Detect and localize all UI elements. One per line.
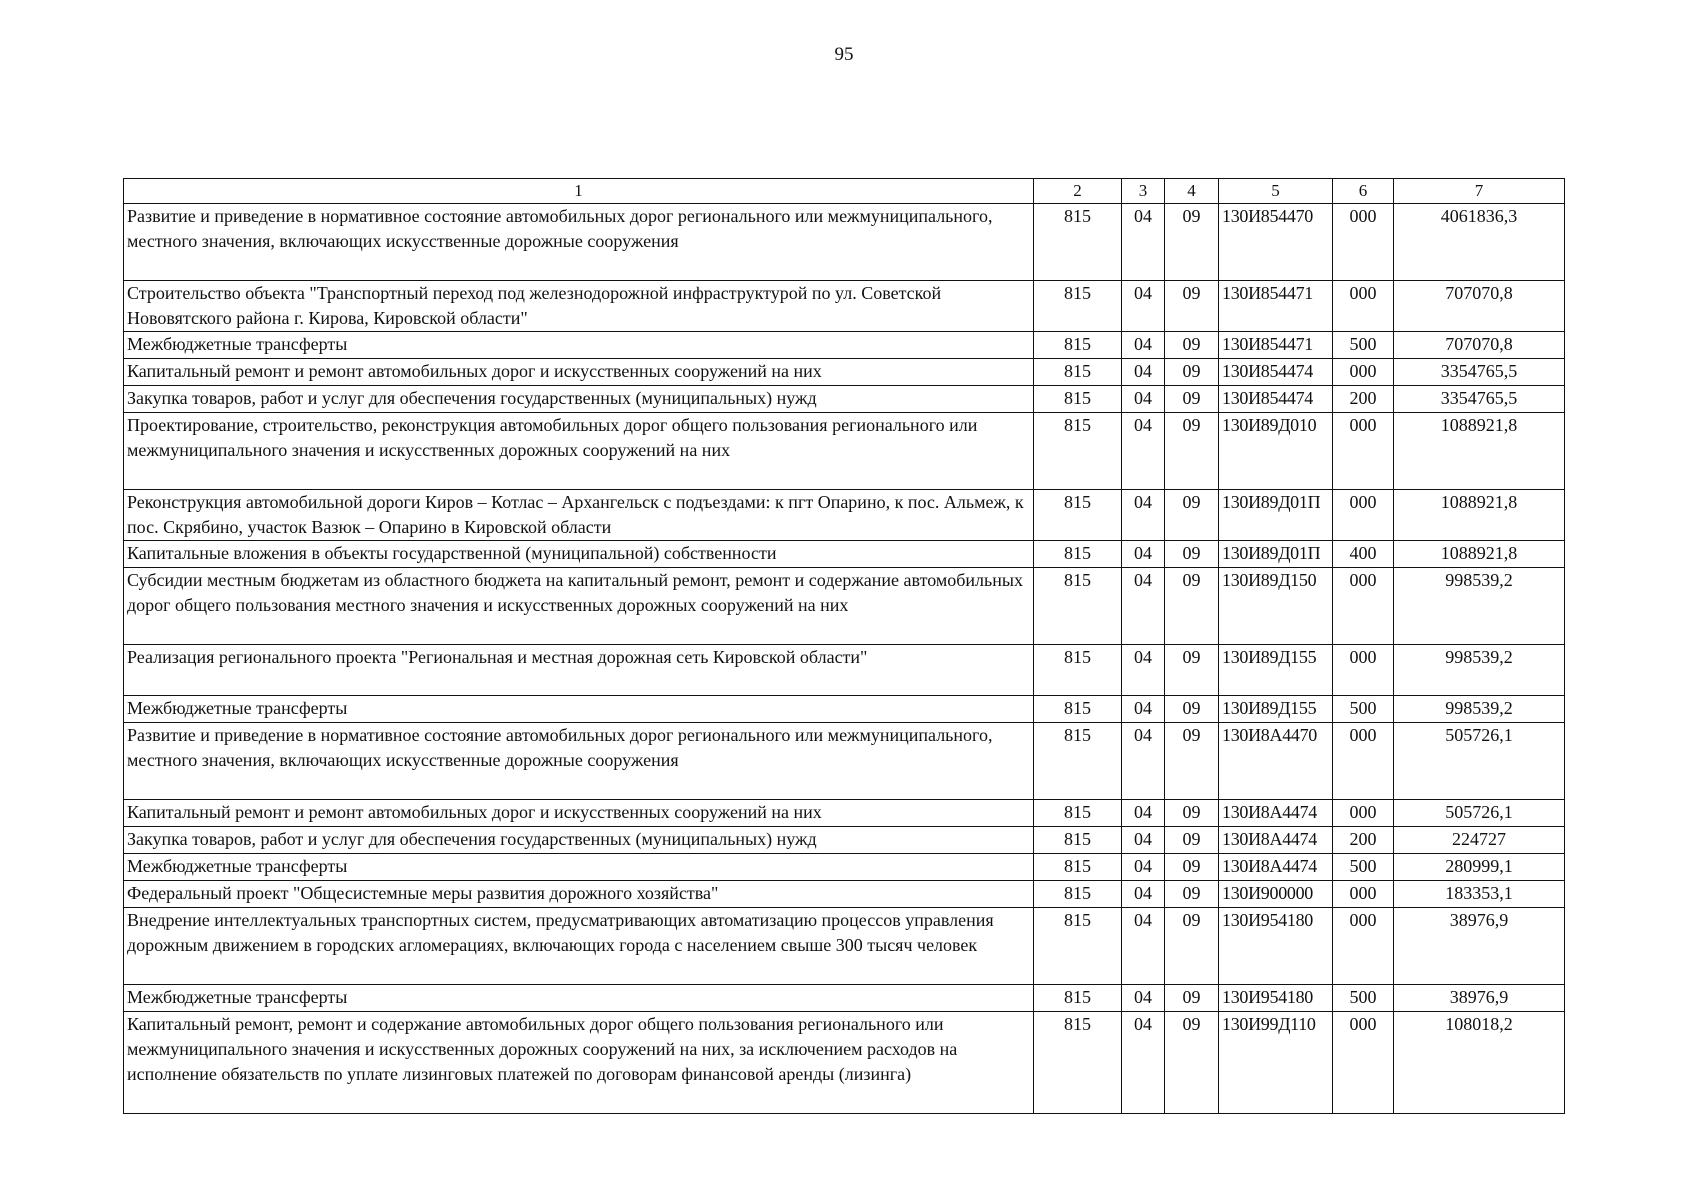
row-grbs: 815 <box>1034 827 1122 854</box>
row-subsection: 09 <box>1165 568 1219 645</box>
row-subsection: 09 <box>1165 827 1219 854</box>
row-expense-type: 000 <box>1333 723 1394 800</box>
row-grbs: 815 <box>1034 281 1122 332</box>
row-subsection: 09 <box>1165 908 1219 985</box>
row-name: Строительство объекта "Транспортный переход под железнодорожной инфраструктурой по ул. Советской Нововятского района г. Кирова, Кировской области" <box>124 281 1034 332</box>
row-expense-type: 500 <box>1333 332 1394 359</box>
table-row <box>124 359 1565 386</box>
row-section: 04 <box>1122 1012 1165 1114</box>
row-target-code: 130И89Д150 <box>1219 568 1333 645</box>
row-amount: 707070,8 <box>1394 332 1565 359</box>
row-amount: 998539,2 <box>1394 696 1565 723</box>
row-target-code: 130И89Д155 <box>1219 696 1333 723</box>
row-section: 04 <box>1122 413 1165 490</box>
row-target-code: 130И8А4470 <box>1219 723 1333 800</box>
row-amount: 183353,1 <box>1394 881 1565 908</box>
row-target-code: 130И99Д110 <box>1219 1012 1333 1114</box>
row-target-code: 130И854470 <box>1219 204 1333 281</box>
table-row <box>124 800 1565 827</box>
row-subsection: 09 <box>1165 204 1219 281</box>
row-subsection: 09 <box>1165 541 1219 568</box>
header-col-5: 5 <box>1219 179 1333 204</box>
header-col-4: 4 <box>1165 179 1219 204</box>
table-row <box>124 281 1565 332</box>
row-section: 04 <box>1122 568 1165 645</box>
row-section: 04 <box>1122 386 1165 413</box>
row-grbs: 815 <box>1034 985 1122 1012</box>
row-name: Федеральный проект "Общесистемные меры развития дорожного хозяйства" <box>124 881 1034 908</box>
row-amount: 108018,2 <box>1394 1012 1565 1114</box>
row-target-code: 130И954180 <box>1219 985 1333 1012</box>
table-row <box>124 985 1565 1012</box>
row-target-code: 130И8А4474 <box>1219 800 1333 827</box>
row-amount: 1088921,8 <box>1394 413 1565 490</box>
row-section: 04 <box>1122 800 1165 827</box>
row-subsection: 09 <box>1165 332 1219 359</box>
row-section: 04 <box>1122 908 1165 985</box>
row-expense-type: 000 <box>1333 881 1394 908</box>
table-row <box>124 696 1565 723</box>
row-grbs: 815 <box>1034 645 1122 696</box>
row-expense-type: 500 <box>1333 854 1394 881</box>
row-expense-type: 000 <box>1333 908 1394 985</box>
table-row <box>124 204 1565 281</box>
row-name: Реализация регионального проекта "Региональная и местная дорожная сеть Кировской области" <box>124 645 1034 696</box>
table-row <box>124 723 1565 800</box>
row-name: Развитие и приведение в нормативное состояние автомобильных дорог регионального или межмуниципального, местного значения, включающих искусственные дорожные сооружения <box>124 723 1034 800</box>
row-name: Межбюджетные трансферты <box>124 985 1034 1012</box>
table-row <box>124 386 1565 413</box>
row-grbs: 815 <box>1034 1012 1122 1114</box>
row-grbs: 815 <box>1034 568 1122 645</box>
row-target-code: 130И8А4474 <box>1219 827 1333 854</box>
row-name: Межбюджетные трансферты <box>124 332 1034 359</box>
table-row <box>124 827 1565 854</box>
page-number: 95 <box>834 44 854 65</box>
row-name: Закупка товаров, работ и услуг для обеспечения государственных (муниципальных) нужд <box>124 827 1034 854</box>
row-section: 04 <box>1122 723 1165 800</box>
row-subsection: 09 <box>1165 985 1219 1012</box>
row-name: Капитальные вложения в объекты государственной (муниципальной) собственности <box>124 541 1034 568</box>
row-expense-type: 000 <box>1333 359 1394 386</box>
row-amount: 707070,8 <box>1394 281 1565 332</box>
row-target-code: 130И89Д01П <box>1219 490 1333 541</box>
row-subsection: 09 <box>1165 696 1219 723</box>
row-expense-type: 000 <box>1333 800 1394 827</box>
row-target-code: 130И954180 <box>1219 908 1333 985</box>
row-amount: 1088921,8 <box>1394 541 1565 568</box>
row-grbs: 815 <box>1034 359 1122 386</box>
row-subsection: 09 <box>1165 359 1219 386</box>
row-section: 04 <box>1122 332 1165 359</box>
row-subsection: 09 <box>1165 723 1219 800</box>
row-target-code: 130И854474 <box>1219 386 1333 413</box>
row-amount: 224727 <box>1394 827 1565 854</box>
table-row <box>124 854 1565 881</box>
row-target-code: 130И854471 <box>1219 281 1333 332</box>
row-amount: 998539,2 <box>1394 645 1565 696</box>
row-expense-type: 000 <box>1333 413 1394 490</box>
row-name: Развитие и приведение в нормативное состояние автомобильных дорог регионального или межмуниципального, местного значения, включающих искусственные дорожные сооружения <box>124 204 1034 281</box>
row-subsection: 09 <box>1165 854 1219 881</box>
row-grbs: 815 <box>1034 386 1122 413</box>
table-row <box>124 490 1565 541</box>
table-row <box>124 541 1565 568</box>
row-subsection: 09 <box>1165 413 1219 490</box>
row-section: 04 <box>1122 985 1165 1012</box>
row-expense-type: 000 <box>1333 204 1394 281</box>
row-expense-type: 500 <box>1333 985 1394 1012</box>
row-amount: 505726,1 <box>1394 800 1565 827</box>
row-section: 04 <box>1122 490 1165 541</box>
row-target-code: 130И89Д010 <box>1219 413 1333 490</box>
table-row <box>124 645 1565 696</box>
row-name: Капитальный ремонт и ремонт автомобильных дорог и искусственных сооружений на них <box>124 800 1034 827</box>
row-name: Межбюджетные трансферты <box>124 854 1034 881</box>
row-grbs: 815 <box>1034 413 1122 490</box>
budget-table <box>123 178 1565 1114</box>
row-name: Субсидии местным бюджетам из областного бюджета на капитальный ремонт, ремонт и содержание автомобильных дорог общего пользования местного значения и искусственных дорожных сооружений на них <box>124 568 1034 645</box>
row-subsection: 09 <box>1165 1012 1219 1114</box>
row-subsection: 09 <box>1165 800 1219 827</box>
row-name: Реконструкция автомобильной дороги Киров – Котлас – Архангельск с подъездами: к пгт Опарино, к пос. Альмеж, к пос. Скрябино, участок Вазюк – Опарино в Кировской области <box>124 490 1034 541</box>
row-expense-type: 000 <box>1333 490 1394 541</box>
row-target-code: 130И854471 <box>1219 332 1333 359</box>
row-grbs: 815 <box>1034 204 1122 281</box>
row-grbs: 815 <box>1034 800 1122 827</box>
row-grbs: 815 <box>1034 332 1122 359</box>
row-section: 04 <box>1122 281 1165 332</box>
row-grbs: 815 <box>1034 696 1122 723</box>
row-subsection: 09 <box>1165 386 1219 413</box>
row-name: Межбюджетные трансферты <box>124 696 1034 723</box>
row-name: Капитальный ремонт, ремонт и содержание автомобильных дорог общего пользования регионального или межмуниципального значения и искусственных дорожных сооружений на них, за исключением расходов на исполнение обязательств по уплате лизинговых платежей по договорам финансовой аренды (лизинга) <box>124 1012 1034 1114</box>
row-amount: 505726,1 <box>1394 723 1565 800</box>
row-section: 04 <box>1122 541 1165 568</box>
row-amount: 280999,1 <box>1394 854 1565 881</box>
row-expense-type: 200 <box>1333 386 1394 413</box>
table-row <box>124 568 1565 645</box>
row-section: 04 <box>1122 696 1165 723</box>
row-grbs: 815 <box>1034 881 1122 908</box>
table-row <box>124 332 1565 359</box>
table-row <box>124 908 1565 985</box>
row-name: Проектирование, строительство, реконструкция автомобильных дорог общего пользования регионального или межмуниципального значения и искусственных дорожных сооружений на них <box>124 413 1034 490</box>
row-amount: 998539,2 <box>1394 568 1565 645</box>
row-section: 04 <box>1122 881 1165 908</box>
row-expense-type: 500 <box>1333 696 1394 723</box>
row-amount: 3354765,5 <box>1394 386 1565 413</box>
row-expense-type: 200 <box>1333 827 1394 854</box>
row-target-code: 130И900000 <box>1219 881 1333 908</box>
row-expense-type: 000 <box>1333 281 1394 332</box>
row-amount: 4061836,3 <box>1394 204 1565 281</box>
row-section: 04 <box>1122 359 1165 386</box>
row-subsection: 09 <box>1165 281 1219 332</box>
header-col-1: 1 <box>124 179 1034 204</box>
row-section: 04 <box>1122 854 1165 881</box>
row-section: 04 <box>1122 645 1165 696</box>
row-subsection: 09 <box>1165 490 1219 541</box>
header-col-7: 7 <box>1394 179 1565 204</box>
row-grbs: 815 <box>1034 490 1122 541</box>
row-name: Закупка товаров, работ и услуг для обеспечения государственных (муниципальных) нужд <box>124 386 1034 413</box>
header-col-2: 2 <box>1034 179 1122 204</box>
row-expense-type: 000 <box>1333 1012 1394 1114</box>
row-subsection: 09 <box>1165 881 1219 908</box>
row-name: Внедрение интеллектуальных транспортных систем, предусматривающих автоматизацию процессов управления дорожным движением в городских агломерациях, включающих города с населением свыше 300 тысяч человек <box>124 908 1034 985</box>
row-amount: 3354765,5 <box>1394 359 1565 386</box>
row-grbs: 815 <box>1034 541 1122 568</box>
row-target-code: 130И8А4474 <box>1219 854 1333 881</box>
row-amount: 38976,9 <box>1394 985 1565 1012</box>
row-target-code: 130И89Д01П <box>1219 541 1333 568</box>
header-col-6: 6 <box>1333 179 1394 204</box>
row-section: 04 <box>1122 827 1165 854</box>
row-amount: 38976,9 <box>1394 908 1565 985</box>
header-row <box>124 179 1565 204</box>
row-expense-type: 400 <box>1333 541 1394 568</box>
row-target-code: 130И854474 <box>1219 359 1333 386</box>
row-target-code: 130И89Д155 <box>1219 645 1333 696</box>
row-section: 04 <box>1122 204 1165 281</box>
header-col-3: 3 <box>1122 179 1165 204</box>
row-grbs: 815 <box>1034 854 1122 881</box>
row-name: Капитальный ремонт и ремонт автомобильных дорог и искусственных сооружений на них <box>124 359 1034 386</box>
table-row <box>124 413 1565 490</box>
row-grbs: 815 <box>1034 908 1122 985</box>
row-grbs: 815 <box>1034 723 1122 800</box>
row-amount: 1088921,8 <box>1394 490 1565 541</box>
row-subsection: 09 <box>1165 645 1219 696</box>
row-expense-type: 000 <box>1333 568 1394 645</box>
table-row <box>124 881 1565 908</box>
table-row <box>124 1012 1565 1114</box>
row-expense-type: 000 <box>1333 645 1394 696</box>
